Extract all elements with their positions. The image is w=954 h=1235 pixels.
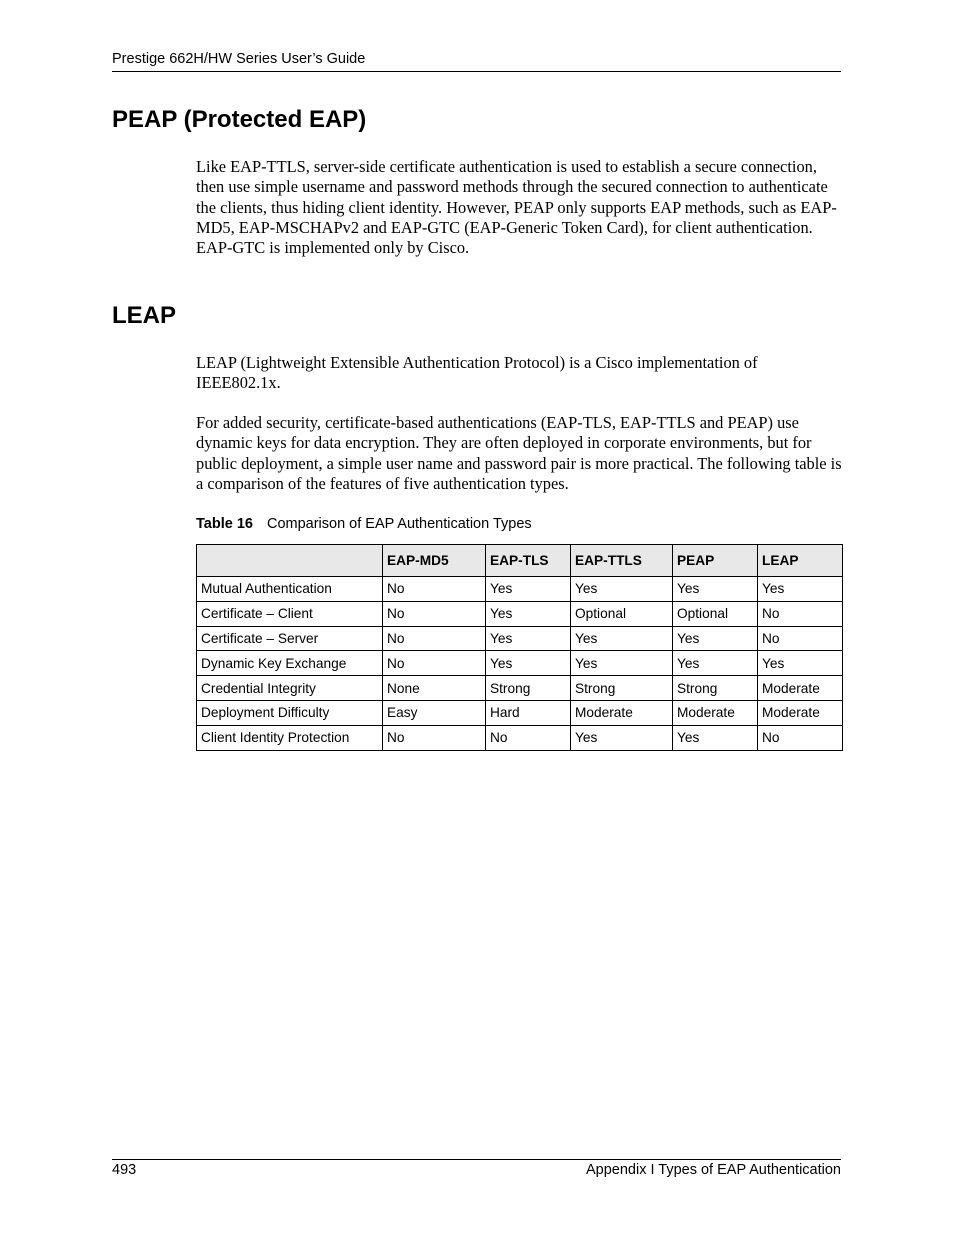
column-header [197, 545, 383, 577]
heading-peap: PEAP (Protected EAP) [112, 106, 367, 133]
table-cell: Yes [486, 601, 571, 626]
table-cell: Deployment Difficulty [197, 700, 383, 725]
table-row [197, 626, 843, 651]
footer-section-title: Appendix I Types of EAP Authentication [585, 1162, 841, 1178]
table-cell: Yes [571, 626, 673, 651]
heading-leap: LEAP [112, 302, 177, 329]
table-cell: Certificate – Client [197, 601, 383, 626]
table-cell: Dynamic Key Exchange [197, 651, 383, 676]
running-footer [112, 1159, 841, 1178]
column-header: PEAP [673, 545, 758, 577]
column-header: EAP-MD5 [383, 545, 486, 577]
table-cell: Mutual Authentication [197, 577, 383, 602]
column-header: LEAP [758, 545, 843, 577]
paragraph-leap-intro: LEAP (Lightweight Extensible Authentication Protocol) is a Cisco implementation of IEEE802.1x. [196, 353, 758, 393]
table-header-row [197, 545, 843, 577]
running-header [112, 51, 841, 72]
table-cell: No [383, 626, 486, 651]
table-row [197, 700, 843, 725]
column-header: EAP-TLS [486, 545, 571, 577]
table-cell: Yes [758, 651, 843, 676]
table-cell: Yes [486, 626, 571, 651]
table-cell: No [383, 601, 486, 626]
table-row [197, 651, 843, 676]
table-cell: Yes [571, 725, 673, 750]
table-row [197, 725, 843, 750]
table-cell: Yes [673, 651, 758, 676]
column-header: EAP-TTLS [571, 545, 673, 577]
table-cell: No [486, 725, 571, 750]
table-row [197, 676, 843, 701]
table-cell: Optional [571, 601, 673, 626]
table-cell: Yes [673, 626, 758, 651]
table-caption-text: Comparison of EAP Authentication Types [266, 516, 532, 532]
table-cell: Client Identity Protection [197, 725, 383, 750]
paragraph-peap: Like EAP-TTLS, server-side certificate authentication is used to establish a secure connection, then use simple username and password methods through the secured connection to authenticate the clients, thus hiding client identity. However, PEAP only supports EAP methods, such as EAP-MD5, EAP-MSCHAPv2 and EAP-GTC (EAP-Generic Token Card), for client authentication. EAP-GTC is implemented only by Cisco. [196, 157, 837, 258]
table-cell: No [758, 725, 843, 750]
table-row [197, 601, 843, 626]
table-cell: No [758, 626, 843, 651]
guide-title: Prestige 662H/HW Series User’s Guide [112, 51, 366, 67]
table-cell: Yes [571, 651, 673, 676]
table-cell: Credential Integrity [197, 676, 383, 701]
table-cell: Easy [383, 700, 486, 725]
table-cell: Optional [673, 601, 758, 626]
table-cell: Yes [486, 577, 571, 602]
table-cell: No [758, 601, 843, 626]
table-cell: Yes [673, 577, 758, 602]
table-cell: Strong [486, 676, 571, 701]
table-caption-label: Table 16 [196, 516, 253, 532]
table-cell: No [383, 725, 486, 750]
table-cell: Yes [571, 577, 673, 602]
table-cell: Moderate [758, 676, 843, 701]
table-cell: Moderate [571, 700, 673, 725]
table-cell: Hard [486, 700, 571, 725]
table-cell: Strong [673, 676, 758, 701]
table-cell: Moderate [758, 700, 843, 725]
table-cell: Yes [673, 725, 758, 750]
table-cell: No [383, 651, 486, 676]
table-caption [196, 515, 532, 533]
table-cell: Moderate [673, 700, 758, 725]
page-number: 493 [112, 1162, 137, 1178]
table-cell: None [383, 676, 486, 701]
table-cell: Yes [758, 577, 843, 602]
table-cell: Strong [571, 676, 673, 701]
table-row [197, 577, 843, 602]
eap-comparison-table [196, 544, 843, 751]
table-cell: Certificate – Server [197, 626, 383, 651]
table-cell: No [383, 577, 486, 602]
paragraph-leap-security: For added security, certificate-based authentications (EAP-TLS, EAP-TTLS and PEAP) use dynamic keys for data encryption. They are often deployed in corporate environments, but for public deployment, a simple user name and password pair is more practical. The following table is a comparison of the features of five authentication types. [196, 413, 842, 493]
table-cell: Yes [486, 651, 571, 676]
